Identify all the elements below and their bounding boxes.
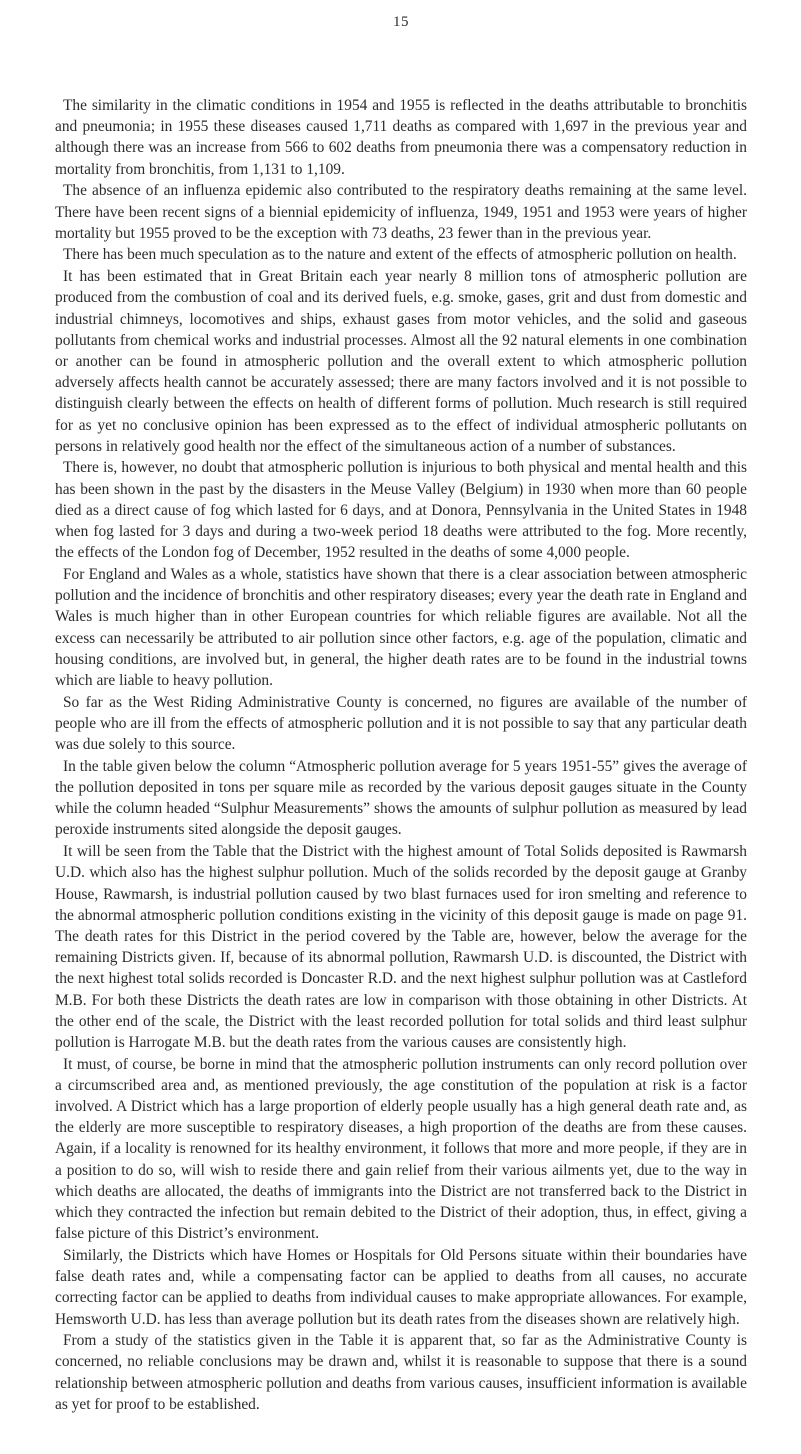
paragraph-england-wales: For England and Wales as a whole, statistics have shown that there is a clear association between atmospheric pollution and the incidence of bronchitis and other respiratory diseases; every year the death rate in England and Wales is much higher than in other European countries for which reliable figures are available. Not all the excess can necessarily be attributed to air pollution since other factors, e.g. age of the population, climatic and housing conditions, are involved but, in general, the higher death rates are to be found in the industrial towns which are liable to heavy pollution. xyxy=(55,565,747,689)
paragraph-conclusion: From a study of the statistics given in the Table it is apparent that, so far as the Administrative County is concerned, no reliable conclusions may be drawn and, whilst it is reasonable to suppose that there is a sound relationship between atmospheric pollution and deaths from various causes, insufficient information is available as yet for proof to be established. xyxy=(55,1332,747,1413)
paragraph-pollution-sources: It has been estimated that in Great Britain each year nearly 8 million tons of atmospheric pollution are produced from the combustion of coal and its derived fuels, e.g. smoke, gases, grit and dust from domestic and industrial chimneys, locomotives and ships, exhaust gases from motor vehicles, and the solid and gaseous pollutants from chemical works and industrial processes. Almost all the 92 natural elements in one combination or another can be found in atmospheric pollution and the overall extent to which atmospheric pollution adversely affects health cannot be accurately assessed; there are many factors involved and it is not possible to distinguish clearly between the effects on health of different forms of pollution. Much research is still required for as yet no conclusive opinion has been expressed as to the effect of individual atmospheric pollutants on persons in relatively good health nor the effect of the simultaneous action of a number of substances. xyxy=(55,268,747,455)
paragraph-speculation: There has been much speculation as to the nature and extent of the effects of atmospheric pollution on health. xyxy=(63,246,737,264)
paragraph-old-persons-homes: Similarly, the Districts which have Homes or Hospitals for Old Persons situate within their boundaries have false death rates and, while a compensating factor can be applied to deaths from all causes, no accurate correcting factor can be applied to deaths from individual causes to make appropriate allowances. For example, Hemsworth U.D. has less than average pollution but its death rates from the diseases shown are relatively high. xyxy=(55,1246,747,1328)
paragraph-respiratory-deaths: The similarity in the climatic conditions in 1954 and 1955 is reflected in the deaths attributable to bronchitis and pneumonia; in 1955 these diseases caused 1,711 deaths as compared with 1,697 in the previous year and although there was an increase from 566 to 602 deaths from pneumonia there was a compensatory reduction in mortality from bronchitis, from 1,131 to 1,109. xyxy=(55,97,747,178)
paragraph-table-columns: In the table given below the column “Atmospheric pollution average for 5 years 1951-55” gives the average of the pollution deposited in tons per square mile as recorded by the various deposit gauges situate in the County while the column headed “Sulphur Measurements” shows the amounts of sulphur pollution as measured by lead peroxide instruments sited alongside the deposit gauges. xyxy=(55,757,747,839)
page-number: 15 xyxy=(393,14,409,30)
paragraph-fog-disasters: There is, however, no doubt that atmospheric pollution is injurious to both physical and mental health and this has been shown in the past by the disasters in the Meuse Valley (Belgium) in 1930 when more than 60 people died as a direct cause of fog which lasted for 6 days, and at Donora, Pennsylvania in the United States in 1948 when fog lasted for 3 days and during a two-week period 18 deaths were attributed to the fog. More recently, the effects of the London fog of December, 1952 resulted in the deaths of some 4,000 people. xyxy=(55,459,747,562)
paragraph-influenza: The absence of an influenza epidemic also contributed to the respiratory deaths remaining at the same level. There have been recent signs of a biennial epidemicity of influenza, 1949, 1951 and 1953 were years of higher mortality but 1955 proved to be the exception with 73 deaths, 23 fewer than in the previous year. xyxy=(55,182,747,242)
paragraph-west-riding: So far as the West Riding Administrative County is concerned, no figures are available of the number of people who are ill from the effects of atmospheric pollution and it is not possible to say that any particular death was due solely to this source. xyxy=(55,693,747,754)
body-text xyxy=(55,95,747,1416)
paragraph-rawmarsh: It will be seen from the Table that the District with the highest amount of Total Solids deposited is Rawmarsh U.D. which also has the highest sulphur pollution. Much of the solids recorded by the deposit gauge at Granby House, Rawmarsh, is industrial pollution caused by two blast furnaces used for iron smelting and reference to the abnormal atmospheric pollution conditions existing in the vicinity of this deposit gauge is made on page 91. The death rates for this District in the period covered by the Table are, however, below the average for the remaining Districts given. If, because of its abnormal pollution, Rawmarsh U.D. is discounted, the District with the next highest total solids recorded is Doncaster R.D. and the next highest sulphur pollution was at Castleford M.B. For both these Districts the death rates are low in comparison with those obtaining in other Districts. At the other end of the scale, the District with the least recorded pollution for total solids and third least sulphur pollution is Harrogate M.B. but the death rates from the various causes are consistently high. xyxy=(55,843,747,1051)
paragraph-age-constitution: It must, of course, be borne in mind that the atmospheric pollution instruments can only record pollution over a circumscribed area and, as mentioned previously, the age constitution of the population at risk is a factor involved. A District which has a large proportion of elderly people usually has a high general death rate and, as the elderly are more susceptible to respiratory diseases, a high proportion of the deaths are from these causes. Again, if a locality is renowned for its healthy environment, it follows that more and more people, if they are in a position to do so, will wish to reside there and gain relief from their various ailments yet, due to the way in which deaths are allocated, the deaths of immigrants into the District are not transferred back to the District in which they contracted the infection but remain debited to the District of their adoption, thus, in effect, giving a false picture of this District’s environment. xyxy=(55,1055,747,1243)
